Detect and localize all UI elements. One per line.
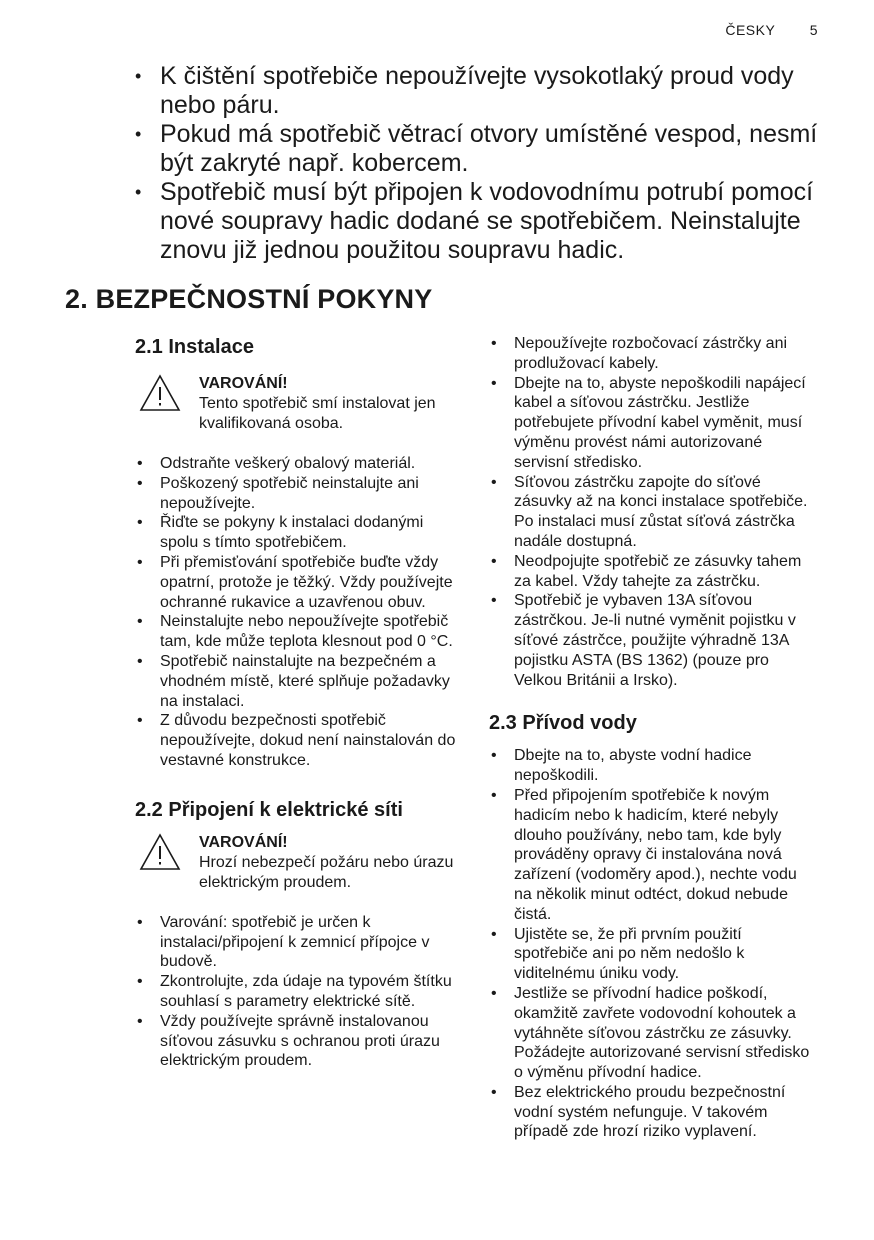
continued-bullet-list (133, 62, 833, 265)
electrical-list (135, 913, 465, 1071)
page-header (725, 22, 818, 38)
warning-box-electrical (135, 833, 465, 893)
list-item: • Spotřebič nainstalujte na bezpečném a vhodném místě, které splňuje požadavky na instalaci. (135, 652, 465, 711)
list-item: • Odstraňte veškerý obalový materiál. (135, 454, 465, 474)
list-item: • Spotřebič je vybaven 13A síťovou zástrčkou. Je-li nutné vyměnit pojistku v síťové zástrčce, použijte výhradně 13A pojistku ASTA (BS 1362) (pouze pro Velkou Británii a Irsko). (489, 591, 819, 690)
warning-box-installation (135, 374, 465, 434)
right-column (489, 334, 819, 1142)
list-item: • Neodpojujte spotřebič ze zásuvky tahem za kabel. Vždy tahejte za zástrčku. (489, 552, 819, 592)
warning-title: VAROVÁNÍ! (199, 833, 288, 851)
list-item: • Dbejte na to, abyste vodní hadice nepoškodili. (489, 746, 819, 786)
list-item: • Zkontrolujte, zda údaje na typovém štítku souhlasí s parametry elektrické sítě. (135, 972, 465, 1012)
header-language: ČESKY (725, 22, 776, 38)
list-item: • Dbejte na to, abyste nepoškodili napájecí kabel a síťovou zástrčku. Jestliže potřebujete přívodní kabel vyměnit, musí výměnu provést námi autorizované servisní středisko. (489, 374, 819, 473)
list-item: • Z důvodu bezpečnosti spotřebič nepoužívejte, dokud není nainstalován do vestavné konstrukce. (135, 711, 465, 770)
list-item: • Neinstalujte nebo nepoužívejte spotřebič tam, kde může teplota klesnout pod 0 °C. (135, 612, 465, 652)
electrical-list-continued (489, 334, 819, 690)
list-item: • Pokud má spotřebič větrací otvory umístěné vespod, nesmí být zakryté např. kobercem. (133, 120, 833, 178)
list-item: • K čištění spotřebiče nepoužívejte vysokotlaký proud vody nebo páru. (133, 62, 833, 120)
list-item: • Bez elektrického proudu bezpečnostní vodní systém nefunguje. V takovém případě zde hrozí riziko vyplavení. (489, 1083, 819, 1142)
list-item: • Nepoužívejte rozbočovací zástrčky ani prodlužovací kabely. (489, 334, 819, 374)
warning-triangle-icon (139, 833, 181, 871)
warning-title: VAROVÁNÍ! (199, 375, 288, 392)
list-item: • Před připojením spotřebiče k novým hadicím nebo k hadicím, které nebyly dlouho používány, nebo tam, kde byly prováděny opravy či instalována nová zařízení (vodoměry apod.), nechte vodu na několik minut odtéct, dokud nebude čistá. (489, 786, 819, 925)
page-number: 5 (809, 22, 818, 38)
chapter-title: 2. BEZPEČNOSTNÍ POKYNY (65, 284, 433, 314)
warning-text: Hrozí nebezpečí požáru nebo úrazu elektrickým proudem. (199, 853, 454, 891)
section-title-electrical: 2.2 Připojení k elektrické síti (135, 798, 403, 821)
list-item: • Řiďte se pokyny k instalaci dodanými spolu s tímto spotřebičem. (135, 513, 465, 553)
list-item: • Spotřebič musí být připojen k vodovodnímu potrubí pomocí nové soupravy hadic dodané se spotřebičem. Neinstalujte znovu již jednou použitou soupravu hadic. (133, 178, 833, 265)
list-item: • Ujistěte se, že při prvním použití spotřebiče ani po něm nedošlo k viditelnému úniku vody. (489, 925, 819, 984)
warning-text: Tento spotřebič smí instalovat jen kvalifikovaná osoba. (199, 395, 436, 432)
section-title-installation: 2.1 Instalace (135, 336, 254, 358)
list-item: • Jestliže se přívodní hadice poškodí, okamžitě zavřete vodovodní kohoutek a vytáhněte síťovou zástrčku ze zásuvky. Požádejte autorizované servisní středisko o výměnu přívodní hadice. (489, 984, 819, 1083)
list-item: • Síťovou zástrčku zapojte do síťové zásuvky až na konci instalace spotřebiče. Po instalaci musí zůstat síťová zástrčka nadále dostupná. (489, 473, 819, 552)
list-item: • Vždy používejte správně instalovanou síťovou zásuvku s ochranou proti úrazu elektrickým proudem. (135, 1012, 465, 1071)
list-item: • Poškozený spotřebič neinstalujte ani nepoužívejte. (135, 474, 465, 514)
section-title-water-supply: 2.3 Přívod vody (489, 712, 637, 735)
installation-list (135, 454, 465, 771)
list-item: • Při přemisťování spotřebiče buďte vždy opatrní, protože je těžký. Vždy používejte ochranné rukavice a uzavřenou obuv. (135, 553, 465, 612)
left-column (135, 334, 465, 1071)
warning-triangle-icon (139, 374, 181, 412)
list-item: • Varování: spotřebič je určen k instalaci/připojení k zemnicí přípojce v budově. (135, 913, 465, 972)
water-supply-list (489, 746, 819, 1142)
